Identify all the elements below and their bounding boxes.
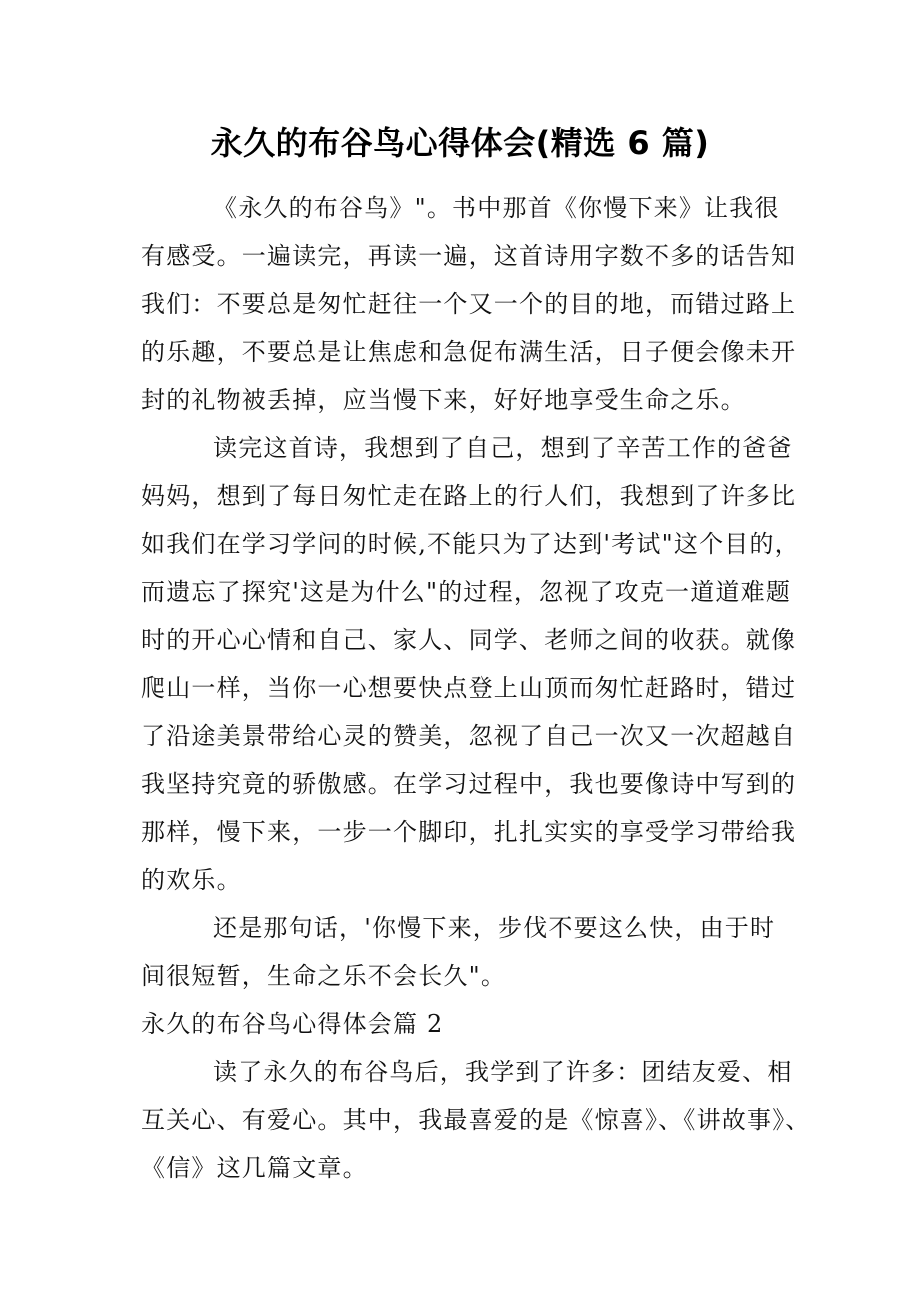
paragraph-2-line-2: 妈妈，想到了每日匆忙走在路上的行人们，我想到了许多比 xyxy=(141,482,797,510)
paragraph-2-line-1: 读完这首诗，我想到了自己，想到了辛苦工作的爸爸 xyxy=(213,434,793,462)
paragraph-3-line-1: 还是那句话，'你慢下来，步伐不要这么快，由于时 xyxy=(213,914,776,942)
document-title: 永久的布谷鸟心得体会(精选 6 篇) xyxy=(210,124,710,162)
paragraph-2-line-10: 的欢乐。 xyxy=(141,866,242,894)
section-heading-2: 永久的布谷鸟心得体会篇 2 xyxy=(141,1010,444,1038)
paragraph-2-line-5: 时的开心心情和自己、家人、同学、老师之间的收获。就像 xyxy=(141,626,797,654)
paragraph-2-line-8: 我坚持究竟的骄傲感。在学习过程中，我也要像诗中写到的 xyxy=(141,770,797,798)
paragraph-2-line-6: 爬山一样，当你一心想要快点登上山顶而匆忙赶路时，错过 xyxy=(141,674,797,702)
paragraph-2-line-4: 而遗忘了探究'这是为什么"的过程，忽视了攻克一道道难题 xyxy=(141,578,792,606)
paragraph-2-line-3: 如我们在学习学问的时候,不能只为了达到'考试"这个目的， xyxy=(141,530,800,558)
paragraph-4-line-3: 《信》这几篇文章。 xyxy=(141,1154,368,1182)
paragraph-4-line-2: 互关心、有爱心。其中，我最喜爱的是《惊喜》、《讲故事》、 xyxy=(141,1106,811,1134)
paragraph-1-line-3: 我们：不要总是匆忙赶往一个又一个的目的地，而错过路上 xyxy=(141,290,797,318)
paragraph-2-line-7: 了沿途美景带给心灵的赞美，忽视了自己一次又一次超越自 xyxy=(141,722,797,750)
paragraph-3-line-2: 间很短暂，生命之乐不会长久"。 xyxy=(141,962,507,990)
paragraph-1-line-1: 《永久的布谷鸟》"。书中那首《你慢下来》让我很 xyxy=(213,194,780,222)
paragraph-1-line-2: 有感受。一遍读完，再读一遍，这首诗用字数不多的话告知 xyxy=(141,242,797,270)
paragraph-1-line-5: 封的礼物被丢掉，应当慢下来，好好地享受生命之乐。 xyxy=(141,386,746,414)
paragraph-1-line-4: 的乐趣，不要总是让焦虑和急促布满生活，日子便会像未开 xyxy=(141,338,797,366)
paragraph-2-line-9: 那样，慢下来，一步一个脚印，扎扎实实的享受学习带给我 xyxy=(141,818,797,846)
paragraph-4-line-1: 读了永久的布谷鸟后，我学到了许多：团结友爱、相 xyxy=(213,1058,793,1086)
